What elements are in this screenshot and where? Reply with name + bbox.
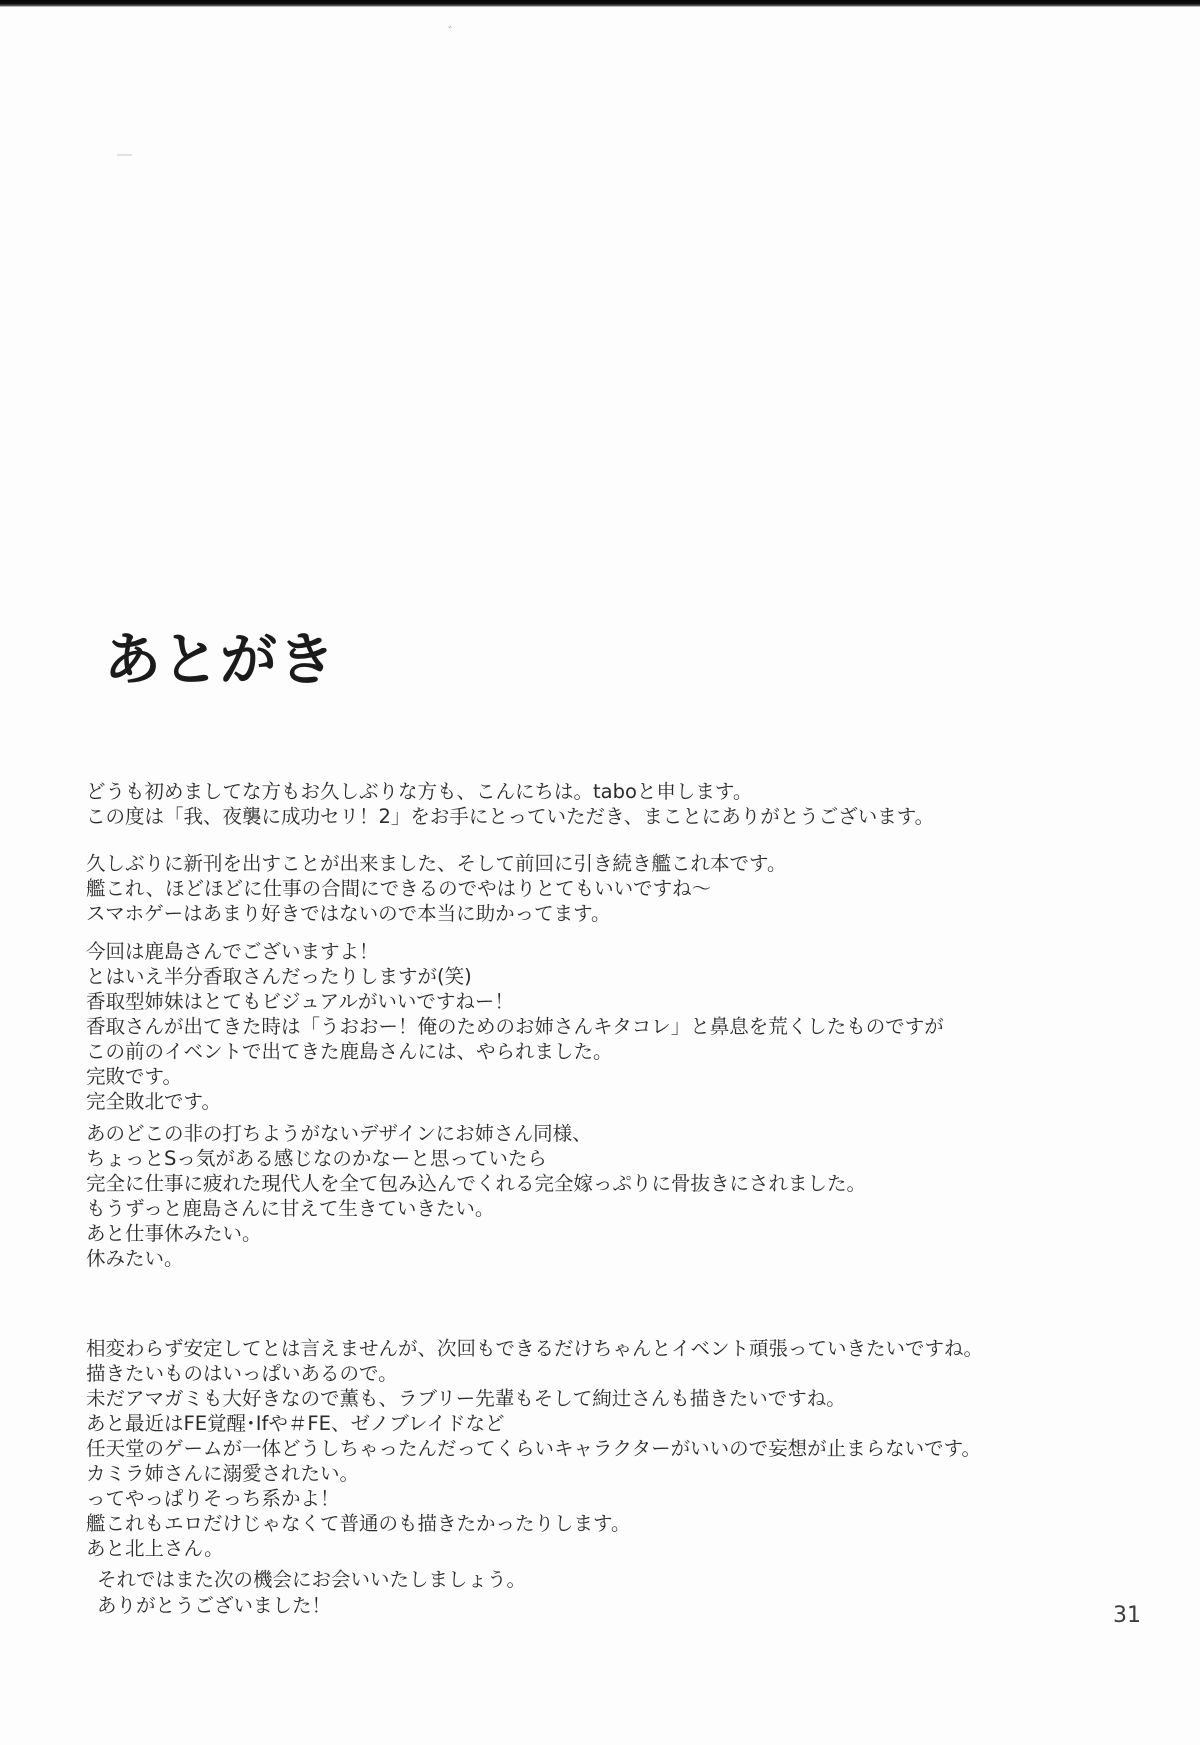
text-line: 香取さんが出てきた時は「うおおー！俺のためのお姉さんキタコレ」と鼻息を荒くしたものですが [86, 1015, 944, 1038]
text-line: もうずっと鹿島さんに甘えて生きていきたい。 [86, 1197, 495, 1220]
text-line: 今回は鹿島さんでございますよ！ [86, 940, 379, 963]
text-line: 任天堂のゲームが一体どうしちゃったんだってくらいキャラクターがいいので妄想が止まらないです。 [86, 1437, 982, 1460]
text-line: 完全敗北です。 [86, 1090, 221, 1113]
text-line: スマホゲーはあまり好きではないので本当に助かってます。 [86, 902, 611, 925]
text-line: 久しぶりに新刊を出すことが出来ました、そして前回に引き続き艦これ本です。 [86, 852, 787, 875]
text-line: ありがとうございました！ [97, 1594, 332, 1617]
text-line: この前のイベントで出てきた鹿島さんには、やられました。 [86, 1040, 613, 1063]
page-title: あとがき [104, 627, 336, 694]
text-line: 香取型姉妹はとてもビジュアルがいいですねー！ [86, 990, 514, 1013]
scan-artifact-dash [117, 154, 132, 156]
scan-top-edge [0, 0, 1200, 7]
text-line: あと最近はFE覚醒･Ifや＃FE、ゼノブレイドなど [86, 1412, 505, 1435]
paragraph-farewell [97, 1567, 526, 1619]
text-line: 艦これもエロだけじゃなくて普通のも描きたかったりします。 [86, 1512, 631, 1535]
page-number: 31 [1113, 1603, 1141, 1628]
text-line: 完敗です。 [86, 1065, 182, 1088]
text-line: どうも初めましてな方もお久しぶりな方も、こんにちは。taboと申します。 [86, 780, 753, 803]
text-line: 描きたいものはいっぱいあるので。 [86, 1362, 398, 1385]
text-line: 艦これ、ほどほどに仕事の合間にできるのでやはりとてもいいですね～ [86, 877, 712, 900]
text-line: この度は「我、夜襲に成功セリ！2」をお手にとっていただき、まことにありがとうございます。 [86, 805, 935, 828]
text-line: あと北上さん。 [86, 1537, 224, 1560]
paragraph-new-book [86, 851, 786, 926]
text-line: 未だアマガミも大好きなので薫も、ラブリー先輩もそして絢辻さんも描きたいですね。 [86, 1387, 846, 1410]
scan-artifact-mark: ゛ [445, 25, 461, 42]
text-line: 休みたい。 [86, 1247, 184, 1270]
text-line: 完全に仕事に疲れた現代人を全て包み込んでくれる完全嫁っぷりに骨抜きにされました。 [86, 1172, 867, 1195]
text-line: とはいえ半分香取さんだったりしますが(笑) [86, 965, 472, 988]
text-line: ちょっとSっ気がある感じなのかなーと思っていたら [86, 1147, 547, 1170]
text-line: それではまた次の機会にお会いいたしましょう。 [97, 1568, 527, 1591]
paragraph-future-plans [86, 1336, 983, 1561]
text-line: あのどこの非の打ちようがないデザインにお姉さん同様、 [86, 1122, 592, 1145]
paragraph-design [86, 1121, 866, 1271]
text-line: あと仕事休みたい。 [86, 1222, 262, 1245]
paragraph-kashima [86, 939, 944, 1114]
text-line: カミラ姉さんに溺愛されたい。 [86, 1462, 360, 1485]
text-line: ってやっぱりそっち系かよ！ [86, 1487, 340, 1510]
paragraph-greeting [86, 779, 934, 829]
text-line: 相変わらず安定してとは言えませんが、次回もできるだけちゃんとイベント頑張っていきたいですね。 [86, 1337, 984, 1360]
